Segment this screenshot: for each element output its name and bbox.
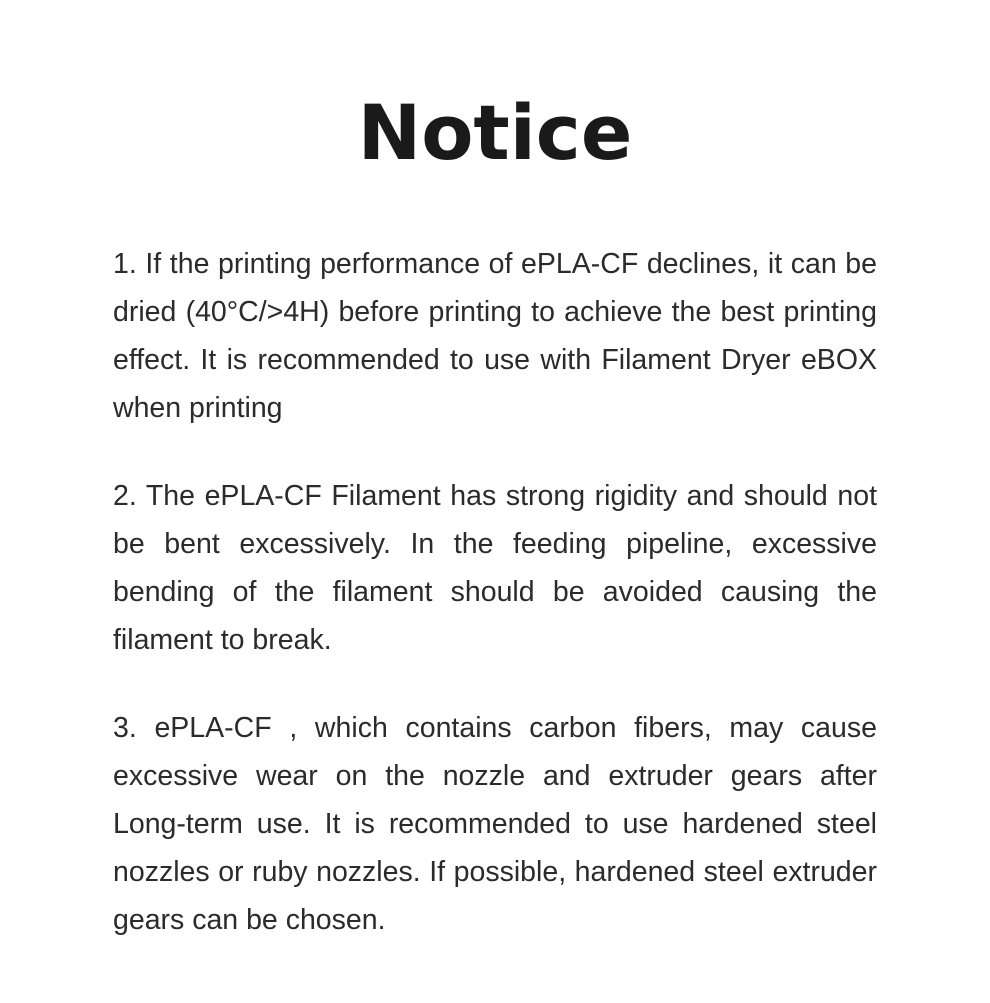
notice-item-3: 3. ePLA-CF , which contains carbon fibers, may cause excessive wear on the nozzle and extruder gears after Long-term use. It is recommended to use hardened steel nozzles or ruby nozzles. If possible, hardened steel extruder gears can be chosen. xyxy=(113,712,877,936)
page-title: Notice xyxy=(357,88,633,177)
notice-item-2: 2. The ePLA-CF Filament has strong rigidity and should not be bent excessively. In the feeding pipeline, excessive bending of the filament should be avoided causing the filament to break. xyxy=(113,480,877,656)
notice-item-1: 1. If the printing performance of ePLA-CF declines, it can be dried (40°C/>4H) before printing to achieve the best printing effect. It is recommended to use with Filament Dryer eBOX when printing xyxy=(113,248,877,424)
notice-list xyxy=(113,240,877,944)
